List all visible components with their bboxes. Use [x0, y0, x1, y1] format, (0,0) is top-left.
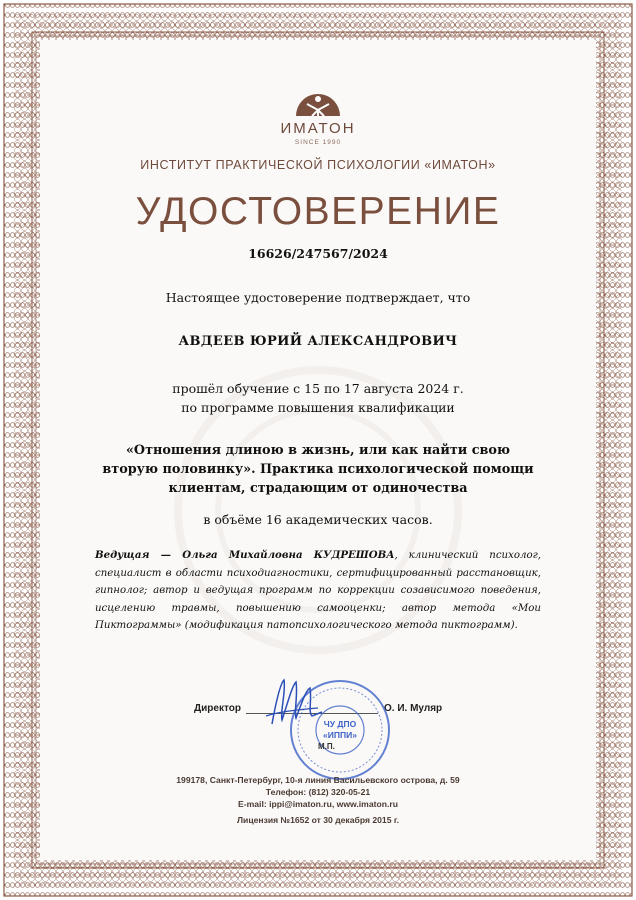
- lead-label: Ведущая — Ольга Михайловна КУДРЕШОВА: [95, 549, 395, 561]
- director-label: Директор: [194, 703, 241, 714]
- footer-license: Лицензия №1652 от 30 декабря 2015 г.: [237, 815, 399, 825]
- training-line-1: прошёл обучение с 15 по 17 августа 2024 г.: [172, 381, 464, 396]
- program-line-2: вторую половинку». Практика психологической помощи: [102, 462, 534, 477]
- stamp-line-1: ЧУ ДПО: [323, 719, 357, 729]
- stamp-line-2: «ИППИ»: [323, 730, 357, 740]
- institute-name: ИНСТИТУТ ПРАКТИЧЕСКОЙ ПСИХОЛОГИИ «ИМАТОН»: [140, 158, 496, 172]
- certificate-number: 16626/247567/2024: [248, 246, 388, 261]
- program-title: [70, 441, 566, 498]
- confirm-text: Настоящее удостоверение подтверждает, что: [165, 290, 471, 305]
- lead-description: , клинический психолог, специалист в области психодиагностики, сертифицированный расстановщик, гипнолог; автор и ведущая программ по коррекции созависимого поведения, исцелению травмы, повышению самооценки; автор метода «Мои Пиктограммы» (модификация патопсихологического метода пиктограмм).: [95, 550, 542, 632]
- footer-address: 199178, Санкт-Петербург, 10-я линия Васильевского острова, д. 59: [176, 775, 460, 785]
- director-signature-icon: [258, 672, 328, 732]
- stamp-mark: М.П.: [318, 742, 335, 751]
- training-text: [40, 379, 596, 417]
- training-line-2: по программе повышения квалификации: [181, 400, 455, 415]
- brand-since: SINCE 1990: [294, 139, 342, 146]
- brand-name: ИМАТОН: [280, 120, 356, 137]
- footer-email: E-mail: ippi@imaton.ru, www.imaton.ru: [238, 799, 398, 809]
- lead-paragraph: [95, 547, 541, 635]
- footer-phone: Телефон: (812) 320-05-21: [265, 787, 371, 797]
- document-title: УДОСТОВЕРЕНИЕ: [135, 190, 501, 233]
- program-line-3: клиентам, страдающим от одиночества: [168, 481, 468, 496]
- director-name: О. И. Муляр: [384, 703, 443, 714]
- recipient-name: АВДЕЕВ ЮРИЙ АЛЕКСАНДРОВИЧ: [178, 334, 458, 349]
- program-line-1: «Отношения длиною в жизнь, или как найти свою: [125, 443, 511, 458]
- hours-text: в объёме 16 академических часов.: [203, 512, 433, 527]
